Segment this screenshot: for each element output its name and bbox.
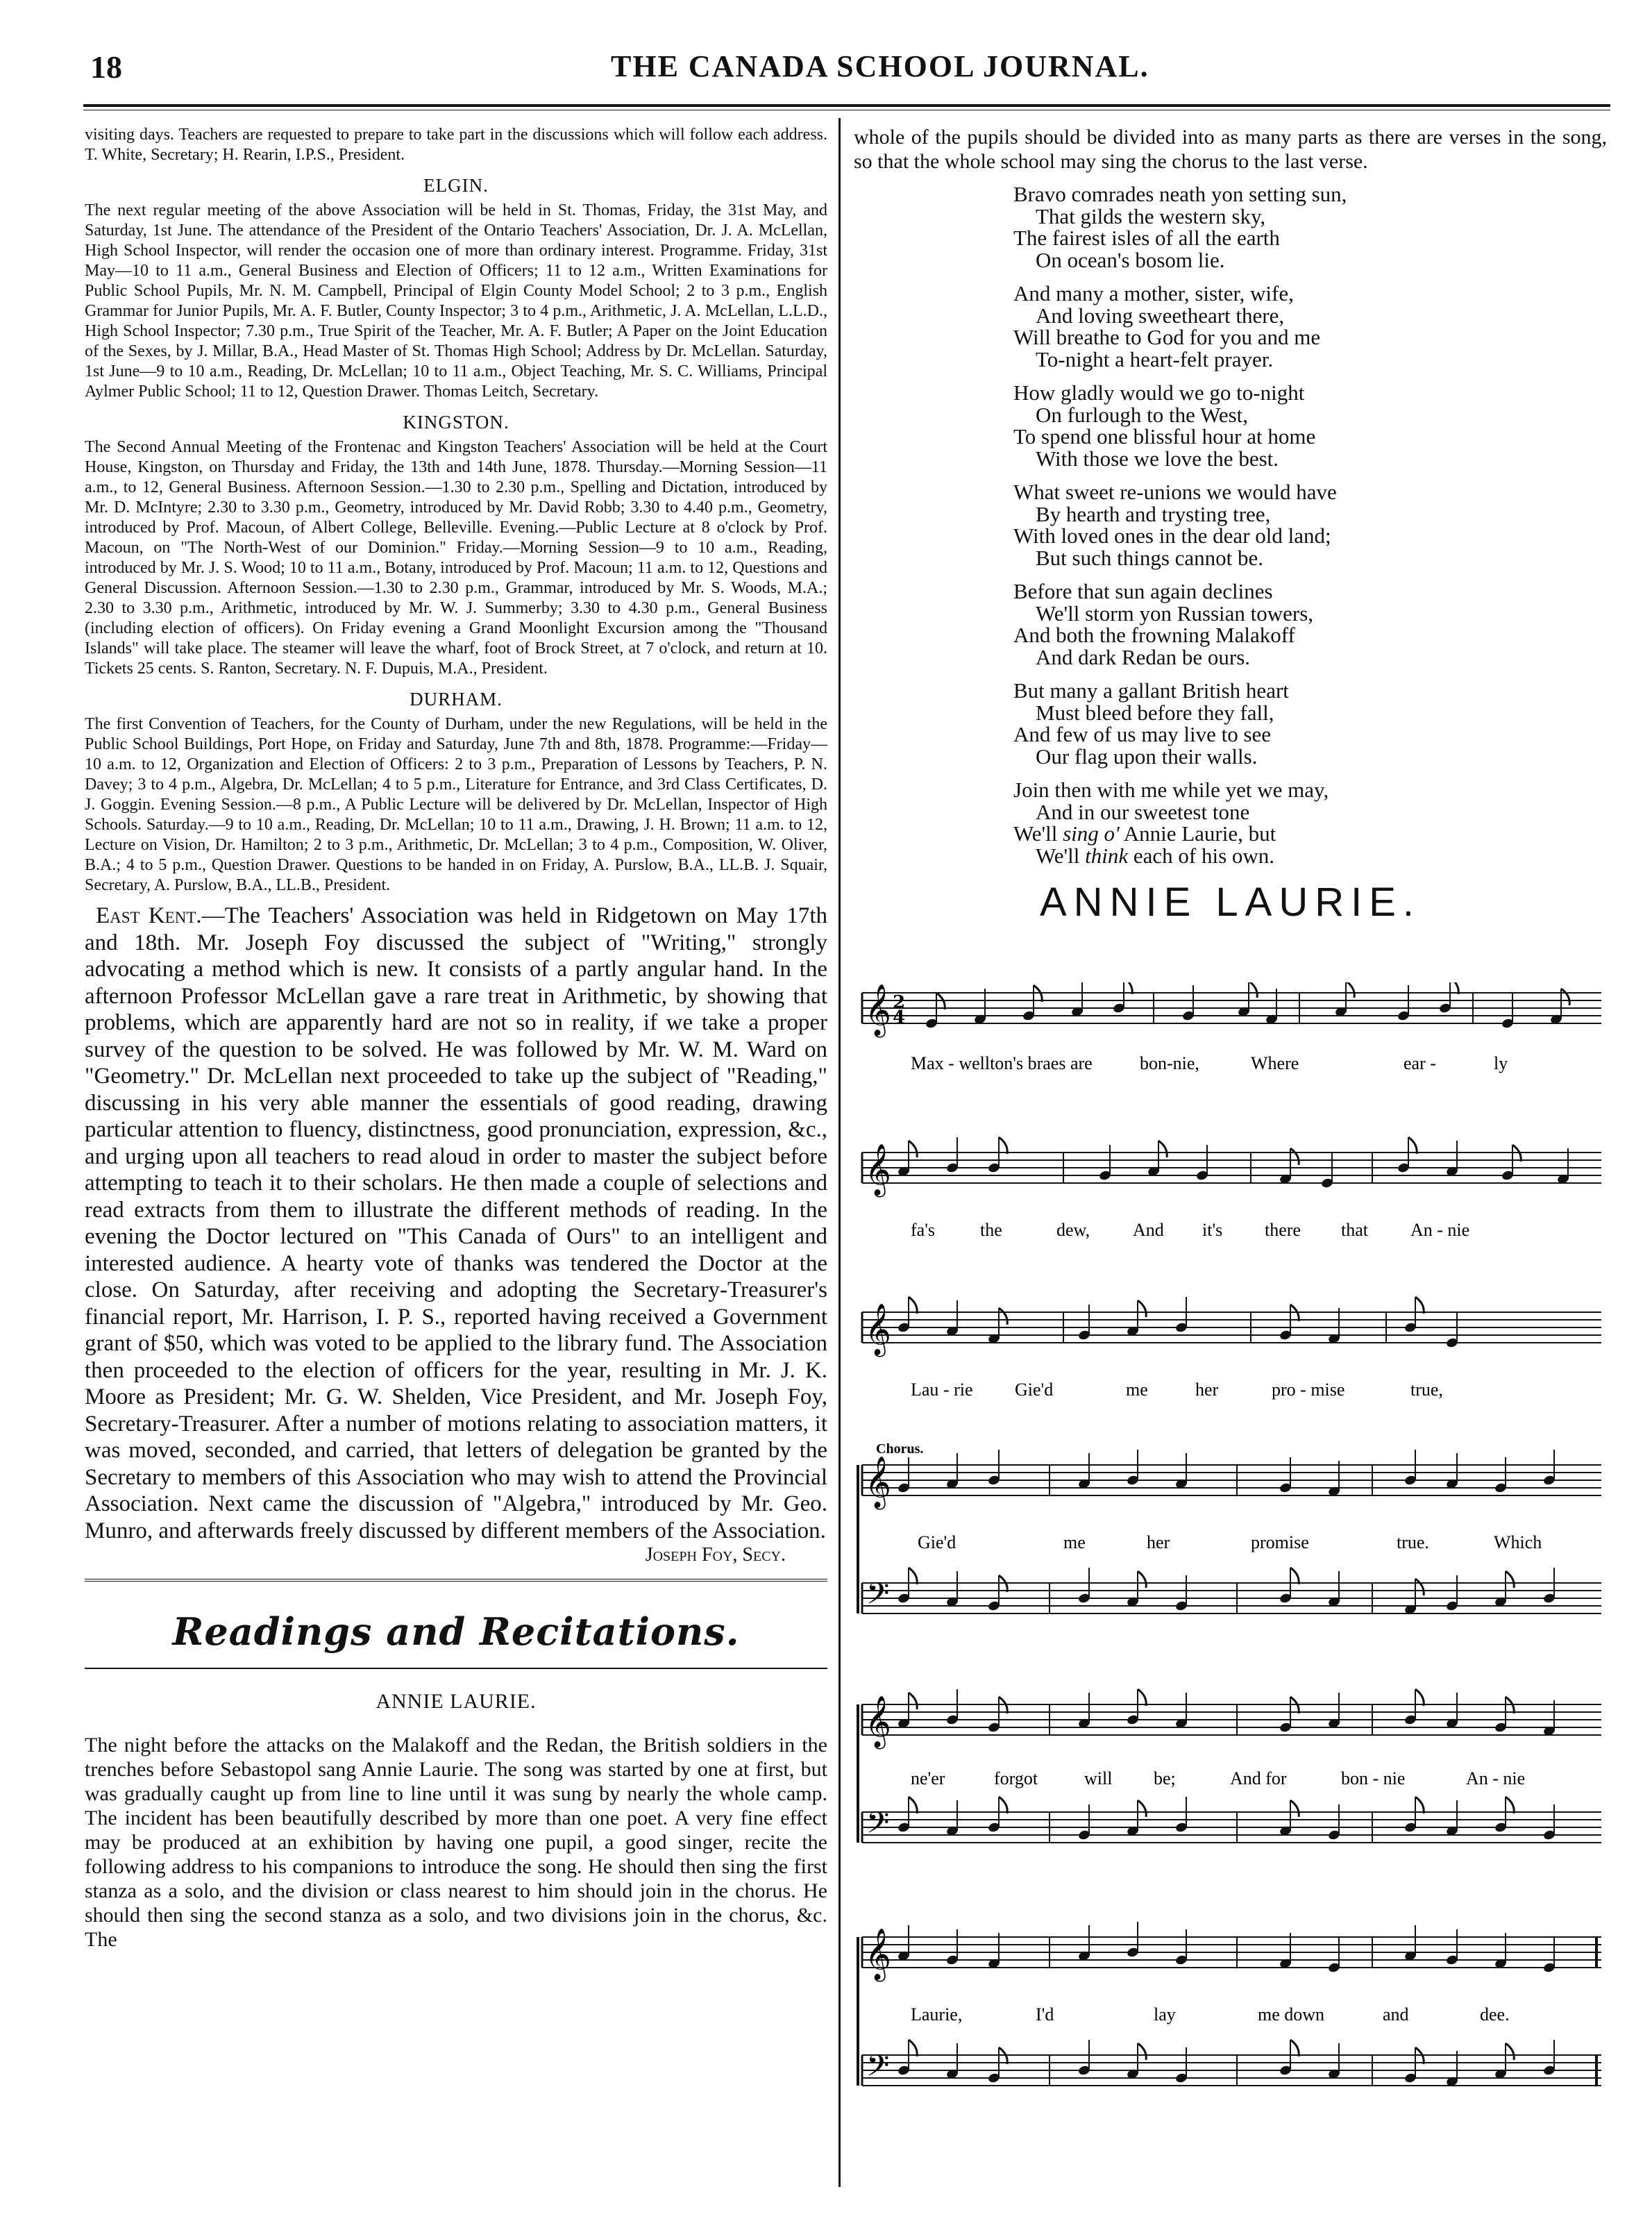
song-title: ANNIE LAURIE.	[1040, 880, 1421, 925]
lyric-syllable: that	[1341, 1220, 1368, 1240]
poem-line-part: Annie Laurie, but	[1119, 821, 1276, 846]
lyric-syllable: I'd	[1036, 2004, 1054, 2025]
lyric-syllable: promise	[1251, 1532, 1309, 1552]
page-header	[83, 42, 1596, 97]
kingston-heading: KINGSTON.	[403, 412, 509, 433]
note-flag	[1415, 1689, 1424, 1706]
page-number: 18	[90, 49, 122, 85]
treble-clef-icon: 𝄞	[865, 1696, 891, 1748]
lyric-syllable: will	[1084, 1768, 1113, 1788]
poem-line: How gladly would we go to-night	[1013, 380, 1305, 405]
lyric-syllable: forgot	[994, 1768, 1038, 1788]
note-flag	[1506, 2043, 1514, 2060]
lyric-syllable: Gie'd	[918, 1532, 956, 1552]
lyric-syllable: Laurie,	[911, 2004, 963, 2025]
note-flag	[1138, 2043, 1146, 2060]
treble-clef-icon: 𝄞	[865, 1929, 891, 1980]
journal-title: THE CANADA SCHOOL JOURNAL.	[611, 49, 1149, 83]
poem-stanza	[1013, 779, 1607, 866]
poem-line: The fairest isles of all the earth	[1013, 226, 1280, 250]
lyric-syllable: Lau - rie	[911, 1380, 973, 1400]
header-rule	[83, 104, 1610, 107]
lyric-syllable: her	[1195, 1380, 1219, 1400]
note-flag	[909, 1693, 917, 1709]
poem-line: And loving sweetheart there,	[1036, 303, 1285, 328]
kingston-text: The Second Annual Meeting of the Frontenac and Kingston Teachers' Association will be held at the Court House, Kingston, on Thursday and Friday, the 13th and 14th June, 1878. Thursday.—Morning Session—11 a.m., to 12, General Business. Afternoon Session.—1.30 to 2.30 p.m., Spelling and Dictation, introduced by Mr. D. McIntyre; 2.30 to 3.30 p.m., Geometry, introduced by Mr. David Robb; 3.30 to 4.40 p.m., Geometry, introduced by Prof. Macoun, of Albert College, Belleville. Evening.—Public Lecture at 8 o'clock by Prof. Macoun, on "The North-West of our Dominion." Friday.—Morning Session—9 to 10 a.m., Reading, introduced by Mr. J. S. Wood; 10 to 11 a.m., Botany, introduced by Prof. Macoun; 11 a.m. to 12, Questions and General Discussion. Afternoon Session.—1.30 to 2.30 p.m., Grammar, introduced by Mr. S. Woods, M.A.; 2.30 to 3.30 p.m., Arithmetic, introduced by Mr. W. J. Summerby; 3.30 to 4.30 p.m., General Business (including election of officers). On Friday evening a Grand Moonlight Excursion among the "Thousand Islands" will take place. The steamer will leave the wharf, foot of Brock Street, at 7 o'clock, and return at 10. Tickets 25 cents. S. Ranton, Secretary. N. F. Dupuis, M.A., President.	[85, 438, 827, 678]
sheet-music	[855, 982, 1605, 2177]
lyric-syllable: bon-nie,	[1140, 1053, 1199, 1073]
treble-clef-icon: 𝄞	[865, 1457, 891, 1508]
elgin-text: The next regular meeting of the above Association will be held in St. Thomas, Friday, the 31st May, and Saturday, 1st June. The attendance of the President of the Ontario Teachers' Association, Dr. J. A. McLellan, High School Inspector, will render the occasion one of more than ordinary interest. Programme. Friday, 31st May—10 to 11 a.m., General Business and Election of Officers; 11 to 12 a.m., Written Examinations for Public School Pupils, Mr. N. M. Campbell, Principal of Elgin County Model School; 2 to 3 p.m., English Grammar for Junior Pupils, Mr. A. F. Butler, County Inspector; 3 to 4 p.m., Arithmetic, J. A. McLellan, L.L.D., High School Inspector; 7.30 p.m., True Spirit of the Teacher, Mr. A. F. Butler; A Paper on the Joint Education of the Sexes, by J. Millar, B.A., Head Master of St. Thomas High School; Address by Dr. McLellan. Saturday, 1st June—9 to 10 a.m., Reading, Dr. McLellan; 10 to 11 a.m., Object Teaching, Mr. S. C. Williams, Principal Aylmer Public School; 11 to 12, Question Drawer. Thomas Leitch, Secretary.	[85, 201, 827, 401]
poem-line: To-night a heart-felt prayer.	[1036, 346, 1274, 371]
poem-stanza	[1013, 183, 1607, 271]
lyric-syllable: me	[1126, 1380, 1148, 1400]
note-flag	[1290, 1148, 1299, 1165]
lyric-syllable: lay	[1154, 2004, 1176, 2025]
readings-rule	[85, 1668, 827, 1669]
section-rule	[85, 1572, 827, 1582]
note-flag	[1290, 2040, 1299, 2056]
chorus-label: Chorus.	[876, 1441, 924, 1457]
lyric-syllable: be;	[1154, 1768, 1176, 1788]
annie-laurie-heading: ANNIE LAURIE.	[376, 1690, 537, 1713]
note-flag	[1138, 1689, 1146, 1706]
poem-line: That gilds the western sky,	[1036, 203, 1266, 228]
lyric-syllable: Gie'd	[1015, 1380, 1054, 1400]
note-flag	[1138, 1800, 1146, 1817]
note-flag	[1138, 1300, 1146, 1317]
poem-stanza	[1013, 382, 1607, 469]
lyric-syllable: the	[980, 1220, 1002, 1240]
poem-line: What sweet re-unions we would have	[1013, 480, 1337, 504]
poem-line: On furlough to the West,	[1036, 402, 1249, 427]
note-flag	[909, 1141, 917, 1157]
note-flag	[1506, 1797, 1514, 1813]
poem-line-part: We'll	[1013, 821, 1063, 846]
poem-stanza	[1013, 283, 1607, 370]
poem-line: We'll storm yon Russian towers,	[1036, 601, 1314, 626]
elgin-heading: ELGIN.	[423, 175, 489, 196]
east-kent-paragraph	[85, 903, 827, 1544]
bass-clef-icon: 𝄢	[866, 1577, 890, 1618]
lyric-syllable: true,	[1410, 1380, 1443, 1400]
durham-heading: DURHAM.	[410, 689, 503, 710]
lyric-syllable: dee.	[1480, 2004, 1510, 2025]
treble-clef-icon: 𝄞	[865, 984, 891, 1036]
note-flag	[1415, 1297, 1424, 1314]
poem-line: Our flag upon their walls.	[1036, 744, 1258, 769]
poem-line-part: each of his own.	[1128, 843, 1275, 868]
note-flag	[1415, 1579, 1424, 1595]
lyric-syllable: me	[1063, 1532, 1086, 1552]
poem-line: Will breathe to God for you and me	[1013, 325, 1321, 349]
lyric-syllable: Where	[1251, 1053, 1299, 1073]
note-flag	[1346, 982, 1354, 998]
annie-laurie-intro: The night before the attacks on the Malakoff and the Redan, the British soldiers in the trenches before Sebastopol sang Annie Laurie. The song was started by one at first, but was gradually caught up from line to line until it was sung by nearly the whole camp. The incident has been beautifully described by more than one poet. A very fine effect may be produced at an exhibition by having one pupil, a good singer, recite the following address to his companions to introduce the song. He should then sing the first stanza as a solo, and the division or class nearest to him should join in the chorus. He should then sing the second stanza as a solo, and two divisions join in the chorus, &c. The	[85, 1734, 827, 1951]
note-flag	[999, 1137, 1007, 1154]
poem-line	[1013, 823, 1607, 845]
lyric-syllable: it's	[1202, 1220, 1223, 1240]
note-flag	[1561, 989, 1569, 1005]
poem-line: By hearth and trysting tree,	[1036, 501, 1271, 526]
poem-line: Bravo comrades neath yon setting sun,	[1013, 182, 1347, 206]
note-flag	[909, 1297, 917, 1314]
bass-clef-icon: 𝄢	[866, 2049, 890, 2090]
poem-line: And few of us may live to see	[1013, 722, 1272, 746]
east-kent-text: —The Teachers' Association was held in Ridgetown on May 17th and 18th. Mr. Joseph Foy discussed the subject of "Writing," strongly advocating a method which is new. It consists of a partly angular hand. In the afternoon Professor McLellan gave a rare treat in Arithmetic, by showing that problems, which are apparently hard are not so in reality, if we take a proper survey of the question to be solved. He was followed by Mr. W. M. Ward on "Geometry." Dr. McLellan next proceeded to take up the subject of "Reading," discussing in his very able manner the essentials of good reading, drawing particular attention to fluency, distinctness, good pronunciation, expression, &c., and urging upon all teachers to read aloud in order to master the subject before attempting to teach it to their scholars. He then made a couple of selections and read extracts from them to illustrate the different methods of reading. In the evening the Doctor lectured on "This Canada of Ours" to an intelligent and interested audience. A hearty vote of thanks was tendered the Doctor at the close. On Saturday, after receiving and adopting the Secretary-Treasurer's financial report, Mr. Harrison, I. P. S., reported having received a Government grant of $50, which was voted to be applied to the library fund. The Association then proceeded to the election of officers for the year, resulting in Mr. J. K. Moore as President; Mr. G. W. Shelden, Vice President, and Mr. Joseph Foy, Secretary-Treasurer. After a number of motions relating to association matters, it was moved, seconded, and carried, that letters of delegation be granted by the Secretary to members of this Association who may wish to attend the Provincial Association. Next came the discussion of "Algebra," introduced by Mr. Geo. Munro, and afterwards freely discussed by different members of the Association.	[85, 903, 827, 1543]
poem-line: With those we love the best.	[1036, 446, 1279, 471]
time-signature: 2	[893, 992, 906, 1013]
lyric-syllable: me down	[1258, 2004, 1325, 2025]
lyric-syllable: ne'er	[911, 1768, 945, 1788]
left-column	[85, 125, 827, 1952]
lyric-syllable: ear -	[1404, 1053, 1436, 1073]
poem-line: On ocean's bosom lie.	[1036, 247, 1225, 272]
intro-continuation: whole of the pupils should be divided into as many parts as there are verses in the song, so that the whole school may sing the chorus to the last verse.	[854, 126, 1607, 173]
note-flag	[1408, 1137, 1417, 1154]
poem-line-italic: think	[1085, 843, 1129, 868]
note-flag	[909, 1797, 917, 1813]
poem-stanza	[1013, 580, 1607, 668]
note-flag	[999, 1308, 1007, 1325]
note-flag	[1415, 1797, 1424, 1813]
bass-clef-icon: 𝄢	[866, 1806, 890, 1847]
poem-line: Join then with me while yet we may,	[1013, 778, 1329, 802]
lyric-syllable: there	[1265, 1220, 1301, 1240]
column-divider	[838, 118, 841, 2187]
lyric-syllable: true.	[1397, 1532, 1429, 1552]
note-flag	[1290, 1800, 1299, 1817]
lyric-syllable: Max - wellton's braes are	[911, 1053, 1093, 1073]
poem-line: And many a mother, sister, wife,	[1013, 281, 1294, 305]
treble-clef-icon: 𝄞	[865, 1144, 891, 1196]
note-flag	[909, 1568, 917, 1584]
lyric-syllable: her	[1147, 1532, 1170, 1552]
poem-line: And both the frowning Malakoff	[1013, 623, 1295, 647]
east-kent-lead: East Kent.	[96, 903, 202, 928]
durham-text: The first Convention of Teachers, for the County of Durham, under the new Regulations, will be held in the Public School Buildings, Port Hope, on Friday and Saturday, June 7th and 8th, 1878. Programme:—Friday—10 a.m. to 12, Organization and Election of Officers: 2 to 3 p.m., Preparation of Lessons by Teachers, P. N. Davey; 3 to 4 p.m., Algebra, Dr. McLellan; 4 to 5 p.m., Literature for Entrance, and 3rd Class Certificates, D. J. Goggin. Evening Session.—8 p.m., A Public Lecture will be delivered by Dr. McLellan, Inspector of High Schools. Saturday.—9 to 10 a.m., Reading, Dr. McLellan; 10 to 11 a.m., Drawing, J. H. Brown; 11 a.m. to 12, Lecture on Vision, Dr. Hamilton; 2 to 3 p.m., Arithmetic, Dr. McLellan; 3 to 4 p.m., Composition, W. Oliver, B.A.; 4 to 5 p.m., Question Drawer. Questions to be handed in on Friday, A. Purslow, B.A., LL.B. J. Squair, Secretary, A. Purslow, B.A., LL.B., President.	[85, 715, 827, 894]
lyric-syllable: bon - nie	[1341, 1768, 1406, 1788]
poem-line: To spend one blissful hour at home	[1013, 424, 1316, 449]
note-flag	[999, 1797, 1007, 1813]
lyric-syllable: fa's	[911, 1220, 936, 1240]
note-flag	[1158, 1141, 1167, 1157]
poem-line: But many a gallant British heart	[1013, 678, 1289, 703]
poem-stanza	[1013, 481, 1607, 569]
poem-line: Must bleed before they fall,	[1036, 700, 1274, 725]
poem-line: And in our sweetest tone	[1036, 799, 1250, 824]
poem-line: And dark Redan be ours.	[1036, 644, 1251, 669]
note-flag	[1506, 1571, 1514, 1588]
lyric-syllable: An - nie	[1466, 1768, 1526, 1788]
lyric-syllable: An - nie	[1410, 1220, 1470, 1240]
note-flag	[1138, 1571, 1146, 1588]
lyric-syllable: ly	[1494, 1053, 1508, 1073]
east-kent-signature: Joseph Foy, Secy.	[645, 1544, 786, 1566]
lyric-syllable: and	[1383, 2004, 1409, 2025]
note-flag	[1249, 982, 1257, 998]
note-flag	[1290, 1568, 1299, 1584]
time-signature: 4	[893, 1007, 906, 1028]
poem-line: But such things cannot be.	[1036, 545, 1264, 570]
readings-heading: Readings and Recitations.	[172, 1609, 740, 1654]
lyric-syllable: dew,	[1056, 1220, 1090, 1240]
lyric-syllable: pro - mise	[1272, 1380, 1345, 1400]
poem-stanza	[1013, 680, 1607, 767]
lyric-syllable: Which	[1494, 1532, 1542, 1552]
note-flag	[909, 2040, 917, 2056]
poem-line: With loved ones in the dear old land;	[1013, 523, 1331, 548]
treble-clef-icon: 𝄞	[865, 1304, 891, 1355]
right-column	[854, 125, 1607, 925]
poem-line	[1013, 845, 1607, 867]
opening-notice: visiting days. Teachers are requested to prepare to take part in the discussions which will follow each address. T. White, Secretary; H. Rearin, I.P.S., President.	[85, 126, 827, 164]
poem	[854, 183, 1607, 767]
lyric-syllable: And	[1133, 1220, 1164, 1240]
lyric-syllable: And for	[1230, 1768, 1287, 1788]
poem-line-italic: sing o'	[1063, 821, 1120, 846]
poem-line-part: We'll	[1036, 843, 1086, 868]
poem-line: Before that sun again declines	[1013, 579, 1273, 603]
